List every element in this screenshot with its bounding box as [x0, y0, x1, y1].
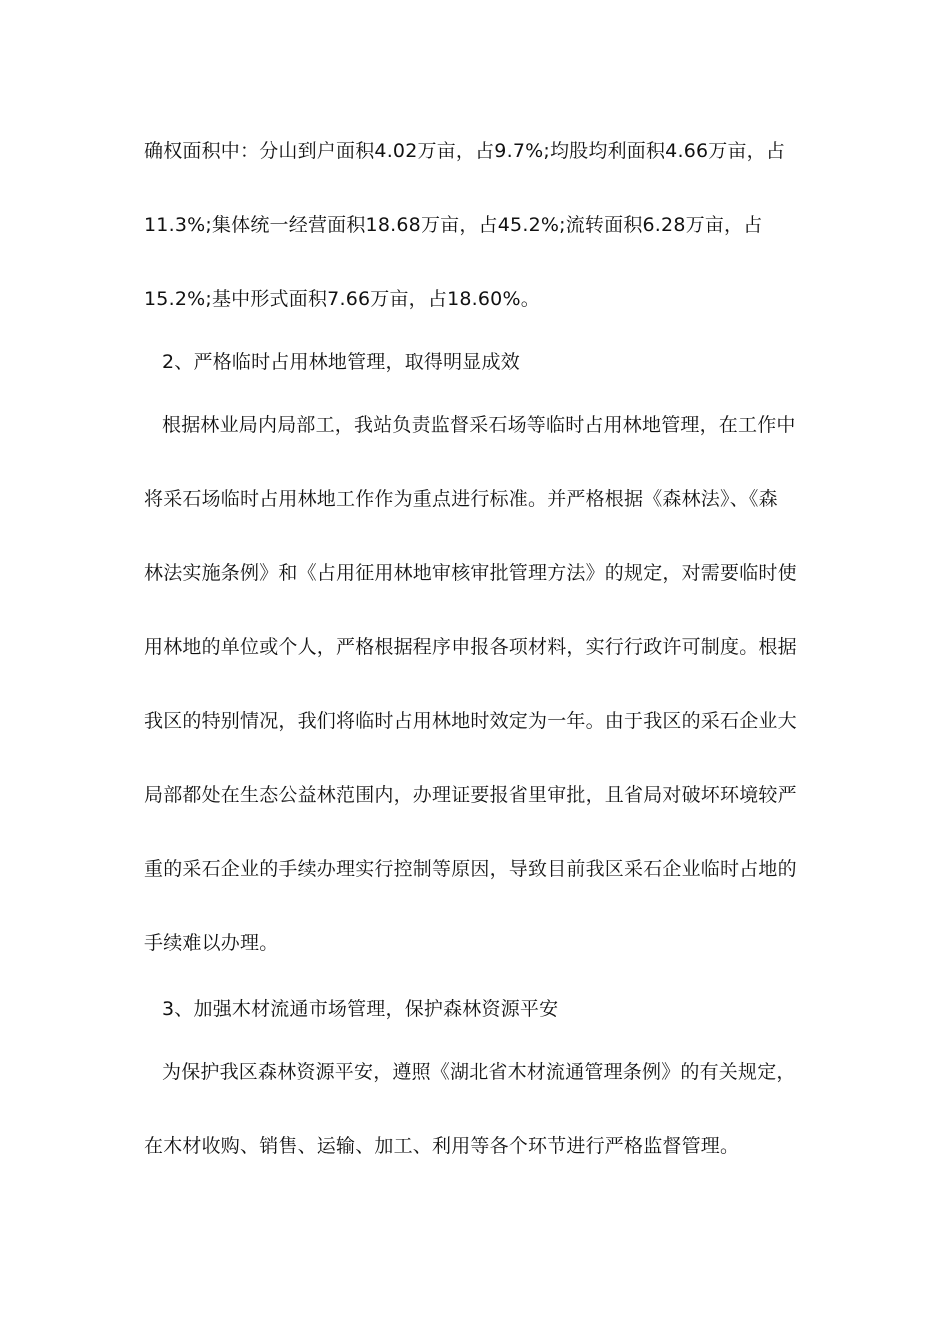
paragraph-1-line-2: 11.3%;集体统一经营面积18.68万亩，占45.2%;流转面积6.28万亩，占 [144, 214, 763, 236]
paragraph-2-line-5: 我区的特别情况，我们将临时占用林地时效定为一年。由于我区的采石企业大 [144, 710, 797, 732]
paragraph-2-line-3: 林法实施条例》和《占用征用林地审核审批管理方法》的规定，对需要临时使 [144, 562, 797, 584]
paragraph-2-line-6: 局部都处在生态公益林范围内，办理证要报省里审批，且省局对破坏环境较严 [144, 784, 797, 806]
paragraph-2-line-8: 手续难以办理。 [144, 932, 279, 954]
paragraph-2-line-1: 根据林业局内局部工，我站负责监督采石场等临时占用林地管理，在工作中 [162, 414, 796, 436]
paragraph-2-line-4: 用林地的单位或个人，严格根据程序申报各项材料，实行行政许可制度。根据 [144, 636, 797, 658]
paragraph-2-line-7: 重的采石企业的手续办理实行控制等原因，导致目前我区采石企业临时占地的 [144, 858, 797, 880]
section-heading-2: 2、严格临时占用林地管理，取得明显成效 [162, 351, 520, 373]
section-heading-3: 3、加强木材流通市场管理，保护森林资源平安 [162, 998, 559, 1020]
paragraph-1-line-3: 15.2%;基中形式面积7.66万亩，占18.60%。 [144, 288, 540, 310]
paragraph-3-line-2: 在木材收购、销售、运输、加工、利用等各个环节进行严格监督管理。 [144, 1135, 740, 1157]
paragraph-2-line-2: 将采石场临时占用林地工作作为重点进行标准。并严格根据《森林法》、《森 [144, 488, 778, 510]
paragraph-1-line-1: 确权面积中：分山到户面积4.02万亩，占9.7%;均股均利面积4.66万亩，占 [144, 140, 786, 162]
paragraph-3-line-1: 为保护我区森林资源平安，遵照《湖北省木材流通管理条例》的有关规定， [162, 1061, 796, 1083]
